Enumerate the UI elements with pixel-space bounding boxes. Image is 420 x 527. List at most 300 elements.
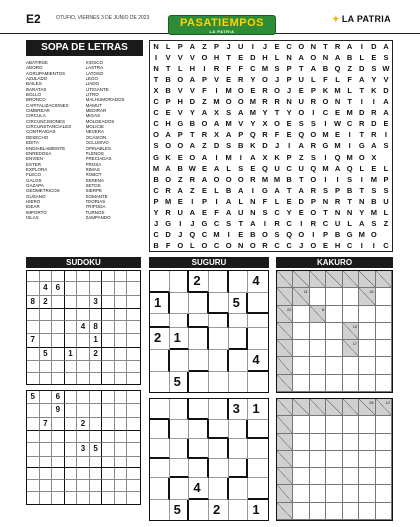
kakuro-cell [310,485,326,502]
dateline: OTUFIO, VIERNES 3 DE JUNIO DE 2023 [56,15,150,21]
kakuro-cell [343,340,359,357]
letter-cell: Q [334,152,341,162]
letter-cell: H [177,97,183,107]
letter-cell: B [334,229,341,239]
kakuro-cell [359,485,375,502]
kakuro-cell [343,375,359,392]
sudoku-cell: 2 [77,418,90,431]
kakuro-cell [293,323,309,340]
sudoku-cell [127,321,140,334]
sudoku-cell [115,492,128,504]
word-item: ENDIABLAMIENTE [26,145,66,151]
letter-cell: E [286,130,292,140]
kakuro-cell [359,416,375,433]
letter-cell: L [274,53,280,63]
word-item: BARATAS [26,86,47,92]
suguru-cell [170,459,190,478]
kakuro-cell [293,357,309,374]
letter-cell: C [346,240,353,250]
word-item: ENREDOSA [26,150,52,156]
suguru-cell [229,439,249,458]
sudoku-cell [127,373,140,385]
word-item: MAMUT [85,102,102,108]
letter-cell: N [238,240,244,250]
letter-cell: D [250,53,256,63]
letter-cell: U [238,42,244,51]
letter-cell: A [189,207,196,217]
letter-cell: J [178,229,183,239]
kakuro-cell [359,306,375,323]
sudoku-cell [115,334,128,347]
sudoku-cell [40,443,53,456]
sudoku-cell [115,271,128,282]
sudoku-cell [77,492,90,504]
letter-cell: L [383,163,389,173]
sudoku-cell [65,480,78,492]
sudoku-cell [102,271,115,282]
letter-cell: S [274,229,280,239]
kakuro-cell [310,306,326,323]
letter-cell: N [346,207,353,217]
letter-cell: L [383,207,389,217]
sudoku-cell [90,404,103,417]
word-item: SERENA [85,177,105,183]
letter-cell: U [383,196,389,206]
letter-cell: C [322,218,329,228]
letter-cell: I [312,229,315,239]
letter-cell: A [201,108,208,118]
suguru-cell: 2 [209,500,229,520]
suguru-cell [229,420,249,439]
sudoku-cell [77,296,90,309]
suguru-cell: 2 [150,328,170,350]
suguru-cell [150,478,170,500]
word-item: TEORIAS [85,198,106,204]
letter-cell: W [382,64,390,74]
letter-cell: V [189,86,195,96]
letter-cell: I [227,229,230,239]
word-item: EDITA [26,140,39,146]
sudoku-cell [77,348,90,361]
kakuro-cell [376,468,392,485]
letter-cell: E [165,108,171,118]
letter-cell: I [372,97,375,107]
kakuro-cell [310,451,326,468]
letter-cell: R [201,130,208,140]
sudoku-cell: 9 [52,404,65,417]
sudoku-cell: 5 [90,443,103,456]
letter-cell: S [383,53,389,63]
logo-subtext: LA PATRIA [209,29,235,34]
kakuro-cell [376,271,392,288]
letter-cell: R [189,174,196,184]
kakuro-cell [343,399,359,416]
letter-cell: N [322,196,329,206]
suguru-cell: 3 [229,399,249,420]
letter-cell: O [274,86,280,96]
kakuro-cell [293,468,309,485]
suguru-cell [189,293,209,314]
letter-cell: I [312,108,315,118]
word-search-grid [149,40,393,252]
letter-cell: E [298,86,304,96]
kakuro-cell [277,434,293,451]
letter-cell: J [274,75,280,85]
word-item: TURNOS [85,209,105,215]
letter-cell: C [286,218,292,228]
suguru-cell [209,271,229,293]
letter-cell: T [238,218,244,228]
word-item: ROBOT [85,172,102,178]
kakuro-cell [310,288,326,305]
kakuro-cell [376,288,392,305]
letter-cell: O [310,207,317,217]
sudoku-cell [65,418,78,431]
letter-cell: P [286,152,292,162]
word-item: RIMAS [85,166,100,172]
sudoku-cell: 2 [90,348,103,361]
letter-cell: S [322,185,328,195]
letter-cell: O [177,141,184,151]
sudoku-cell [102,404,115,417]
letter-cell: O [213,174,220,184]
kakuro-clue-number: 8 [322,306,325,312]
sudoku-cell [27,418,40,431]
letter-cell: R [262,240,268,250]
kakuro-cell [359,451,375,468]
kakuro-cell [310,323,326,340]
word-list-column-1 [26,60,84,248]
suguru-cell [209,478,229,500]
letter-cell: A [225,130,232,140]
letter-cell: B [238,141,244,151]
letter-cell: I [263,218,266,228]
letter-cell: T [274,108,280,118]
letter-cell: L [165,42,171,51]
sudoku-cell [40,334,53,347]
letter-cell: E [286,196,292,206]
word-item: PROSA [85,161,102,167]
letter-cell: C [153,108,159,118]
letter-cell: U [274,163,280,173]
sudoku-cell [127,334,140,347]
kakuro-cell [293,434,309,451]
kakuro-cell [293,375,309,392]
suguru-cell [209,328,229,350]
letter-cell: A [165,163,171,173]
suguru-cell [170,293,190,314]
letter-cell: O [262,229,268,239]
sudoku-cell [127,418,140,431]
suguru-cell: 4 [189,478,209,500]
word-item: ABATIRSE [26,60,48,65]
letter-cell: K [165,152,171,162]
letter-cell: M [249,97,256,107]
kakuro-cell [277,468,293,485]
sudoku-cell [115,480,128,492]
letter-cell: I [384,130,387,140]
letter-cell: M [334,141,341,151]
word-item: OPINABLES [85,145,112,151]
sudoku-cell [65,361,78,372]
letter-cell: M [152,163,160,173]
letter-cell: N [286,53,292,63]
letter-cell: M [261,64,269,74]
suguru-cell [170,420,190,439]
letter-cell: X [371,152,377,162]
sudoku-cell [102,321,115,334]
letter-cell: A [225,196,232,206]
sudoku-cell [77,309,90,321]
letter-cell: O [177,240,184,250]
sudoku-cell [77,391,90,404]
letter-cell: A [298,53,304,63]
kakuro-cell [359,288,375,305]
sudoku-cell [115,443,128,456]
letter-cell: A [274,185,280,195]
sudoku-cell [115,321,128,334]
word-item: CAPITALIZACIONES [26,102,69,108]
letter-cell: Y [250,119,256,129]
letter-cell: M [334,86,341,96]
sudoku-cell [27,468,40,480]
sudoku-cell [77,480,90,492]
sudoku-cell: 8 [27,296,40,309]
letter-cell: I [191,196,194,206]
letter-cell: I [360,240,363,250]
letter-cell: Q [310,163,317,173]
letter-cell: O [225,97,232,107]
letter-cell: C [286,163,292,173]
sudoku-cell [40,373,53,385]
sudoku-cell [27,348,40,361]
letter-cell: A [165,130,171,140]
brand-name: LA PATRIA [341,14,391,24]
sudoku-cell [127,431,140,443]
sudoku-cell [77,373,90,385]
letter-cell: T [347,97,352,107]
kakuro-cell [343,323,359,340]
sudoku-cell [127,468,140,480]
suguru-cell [209,420,229,439]
kakuro-cell [376,375,392,392]
suguru-grid-1 [149,270,269,393]
sudoku-cell [40,404,53,417]
suguru-cell [209,399,229,420]
letter-cell: B [189,119,196,129]
suguru-cell [189,372,209,392]
letter-cell: E [201,185,207,195]
letter-cell: L [214,185,219,195]
sudoku-cell [65,457,78,469]
letter-cell: D [165,229,171,239]
letter-cell: U [298,163,304,173]
letter-cell: R [310,141,317,151]
letter-cell: X [214,108,220,118]
letter-cell: S [371,64,377,74]
letter-cell: E [238,229,244,239]
kakuro-cell [293,306,309,323]
letter-cell: R [213,64,220,74]
letter-cell: A [346,42,353,51]
letter-cell: I [288,141,291,151]
letter-cell: C [274,240,280,250]
letter-cell: T [286,185,292,195]
kakuro-cell [359,271,375,288]
letter-cell: S [298,119,304,129]
letter-cell: A [213,119,220,129]
letter-cell: R [334,42,341,51]
letter-cell: R [262,97,268,107]
letter-cell: I [324,152,327,162]
letter-cell: E [322,240,328,250]
letter-cell: A [189,141,196,151]
suguru-cell [229,271,249,293]
letter-cell: O [201,119,208,129]
kakuro-cell [326,399,342,416]
sudoku-cell [102,296,115,309]
letter-cell: N [250,207,256,217]
suguru-cell [150,372,170,392]
sudoku-cell [65,321,78,334]
letter-cell: L [347,218,352,228]
letter-cell: U [238,207,244,217]
sudoku-cell [52,309,65,321]
letter-cell: U [177,207,183,217]
suguru-cell [150,420,170,439]
kakuro-clue-number: 17 [352,341,358,347]
letter-cell: F [262,196,268,206]
sudoku-cell [115,373,128,385]
letter-cell: T [347,196,352,206]
kakuro-cell [326,375,342,392]
letter-cell: R [250,174,256,184]
word-item: CONTRAIDAS [26,129,56,135]
letter-cell: O [189,152,196,162]
letter-cell: D [359,108,365,118]
sudoku-cell [40,480,53,492]
kakuro-cell [343,416,359,433]
suguru-cell [229,500,249,520]
letter-cell: D [383,86,389,96]
kakuro-cell [277,416,293,433]
kakuro-cell [310,375,326,392]
letter-cell: I [215,86,218,96]
letter-cell: I [215,196,218,206]
sudoku-cell [102,418,115,431]
letter-cell: F [214,207,219,217]
word-item: BOLLO [26,92,42,98]
letter-cell: A [177,185,183,195]
letter-cell: J [226,42,231,51]
letter-cell: I [348,130,351,140]
sudoku-cell [77,457,90,469]
letter-cell: V [177,53,183,63]
word-list-column-2 [86,60,144,248]
sudoku-cell: 8 [90,321,103,334]
kakuro-cell [277,503,293,520]
letter-cell: I [336,174,339,184]
letter-cell: O [298,108,305,118]
letter-cell: I [348,141,351,151]
letter-cell: E [298,207,304,217]
letter-cell: A [334,163,341,173]
word-item: OCASION [85,134,107,140]
letter-cell: B [346,185,353,195]
letter-cell: L [359,163,365,173]
letter-cell: Q [286,229,293,239]
letter-cell: X [214,130,220,140]
kakuro-cell [376,434,392,451]
suguru-cell [189,350,209,372]
letter-cell: M [225,119,232,129]
suguru-cell: 5 [170,500,190,520]
letter-cell: O [165,141,172,151]
sudoku-cell [115,348,128,361]
letter-cell: I [239,152,242,162]
letter-cell: Y [262,108,268,118]
kakuro-cell [359,434,375,451]
kakuro-cell [326,451,342,468]
letter-cell: L [359,53,365,63]
letter-cell: T [165,64,171,74]
kakuro-cell [376,306,392,323]
letter-cell: R [238,75,244,85]
letter-cell: Q [189,229,196,239]
letter-cell: M [213,229,220,239]
word-item: NEVERA [85,129,105,135]
letter-cell: E [201,207,207,217]
sudoku-cell [65,282,78,295]
letter-cell: Q [298,130,305,140]
letter-cell: I [360,174,363,184]
letter-cell: I [155,53,158,63]
sudoku-cell [90,492,103,504]
letter-cell: B [371,196,377,206]
letter-cell: D [371,119,377,129]
letter-cell [380,152,392,163]
sudoku-cell [115,468,128,480]
sudoku-cell: 7 [40,418,53,431]
letter-cell: B [165,86,171,96]
suguru-cell: 1 [150,293,170,314]
suguru-cell [209,372,229,392]
sudoku-cell [102,431,115,443]
letter-cell: R [274,218,280,228]
kakuro-clue-number: 11 [303,289,308,295]
letter-cell: O [165,174,172,184]
sudoku-cell [90,457,103,469]
kakuro-cell [326,416,342,433]
word-item: LITRO [85,92,99,98]
letter-cell: F [226,64,231,74]
letter-cell: P [165,97,171,107]
kakuro-cell [343,271,359,288]
sudoku-cell [102,348,115,361]
letter-cell: V [214,75,220,85]
letter-cell: P [201,196,207,206]
kakuro-cell [326,288,342,305]
sudoku-cell [27,373,40,385]
letter-cell: J [287,86,292,96]
suguru-cell [209,314,229,328]
sudoku-cell [27,361,40,372]
word-item: CIMBREAR [26,108,50,114]
letter-cell: T [323,207,328,217]
letter-cell: O [225,240,232,250]
letter-cell: Z [202,141,207,151]
sudoku-cell [52,348,65,361]
